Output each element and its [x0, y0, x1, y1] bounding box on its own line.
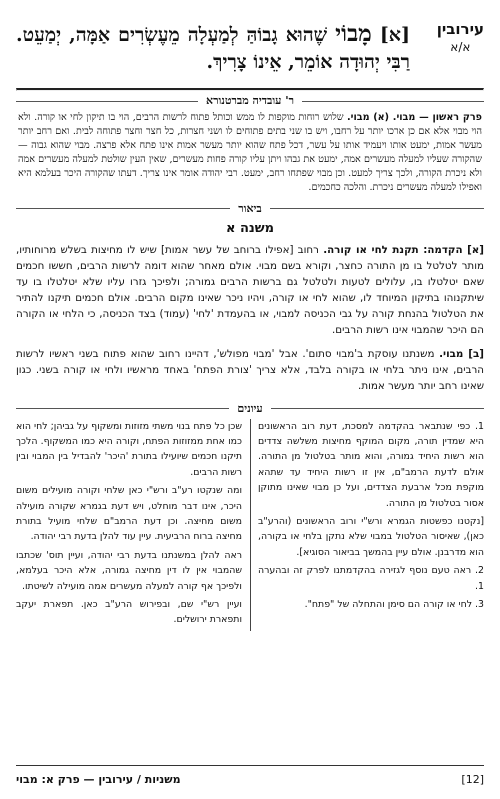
note-paragraph: 2. ראה טעם נוסף לגזירה בהקדמתנו לפרק זה ובהערה 1. [258, 565, 484, 592]
explanation-lead-1: [א] הקדמה: תקנת לחי או קורה. [323, 243, 484, 256]
header-rule [16, 88, 484, 91]
notes-columns [16, 419, 484, 631]
bartenura-commentary [18, 111, 482, 196]
notes-column-left [16, 419, 242, 631]
tractate-name: עירובין [436, 20, 484, 38]
iyunim-label: עיונים [16, 402, 484, 415]
note-paragraph: ועיין רש"י שם, ובפירוש הרע"ב כאן. תפארת יעקב ותפארת ירושלים. [16, 599, 242, 626]
bartenura-lead: פרק ראשון — מבוי. (א) מבוי. [346, 112, 482, 123]
page [16, 10, 484, 790]
footer-rule [16, 765, 484, 766]
mishnah-first-word: מָבוֹי [335, 20, 372, 47]
bartenura-text: שלוש רוחות מוקפות לו ממש וכותל פתוח לרשות הרבים, הוי בו תיקון לחי או קורה. ולא הוי מבוי אלא אם כן ארכו יותר על רחבו, ויש בו שני בתים פתוחים לו ושני חצרות, כל חצר וחצר פתוחה לבית. ואם רחב יותר מעשר אמות, ימעט אותו ויעמיד אותו על עשר, דכל פתח שהוא יותר מעשר אמות אינו פתח אלא פרצה. מבוי שהוא גבוה — שהקורה שעליו למעלה מעשרים אמה, ימעט את גבהו ויתן עליו קורה פחות מעשרים, שאין העין שולטת למעלה מעשרים אמה ולא ניכרת הקורה, ולכך צריך למעט. וכן מבוי שפתחו רחב, ימעט. רבי יהודה אומר אינו צריך. דעתו שהקורה היכר בעלמא היא ואפילו למעלה מעשרים ניכרת. והלכה כחכמים. [18, 112, 482, 194]
bartenura-label: ר' עובדיה מברטנורא [16, 94, 484, 107]
explanation-text-2: משנתנו עוסקת ב'מבוי סתום'. אבל 'מבוי מפולש', דהיינו רחוב שהוא פתוח בשני ראשיו לרשות הרבים, אינו ניתר בלחי או בקורה בלבד, אלא צריך 'צורת הפתח' באחד מראשיו ולחי או קורה בשני. כגון שאינו רחב יותר מעשר אמות. [16, 347, 484, 392]
column-divider [250, 419, 251, 631]
note-paragraph: [נקטנו כפשטות הגמרא ורש"י ורוב הראשונים (והרע"ב כאן), שאיסור הטלטול במבוי שלא נתקן בלחי או בקורה, הוא מדרבנן. אולם עיין בהמשך בביאור הסוגיא]. [258, 516, 484, 558]
mishnah-number: [א] [379, 24, 410, 46]
note-paragraph: 3. לחי או קורה הם סימן והתחלה של "פתח". [304, 599, 484, 611]
tractate-label [437, 20, 484, 54]
explanation-text-1: רחוב [אפילו ברוחב של עשר אמות] שיש לו מחיצות בשלש מרוחותיו, מותר לטלטל בו מן התורה כחצר, וקורא בשם מבוי. אולם מאחר שהוא דומה לרשות הרבים, חששו חכמים שאם יטלטלו בו, עלולים לטעות ולטלטל גם ברשות הרבים גמורה; ולפיכך גזרו עליו שלא יטלטלו בו עד שיתקנוהו בתיקון המיוחד לו, שהוא לחי או קורה, ויהיו ניכר שאינו מקום הרבים. אולם חכמים תיקנו להתיר את הטלטול בהנחת קורה על גבי הכניסה למבוי, או בהעמדת 'לחי' (עמוד) בצד הכניסה, כי הלחי או הקורה הם היכר שהמבוי אינו רשות הרבים. [16, 243, 484, 336]
running-title: משניות / עירובין — פרק א: מבוי [16, 773, 181, 786]
explanation-paragraph-1 [16, 242, 484, 338]
folio-number: א/א [450, 40, 471, 54]
page-number: [12] [461, 773, 484, 786]
mishnah-body: שֶׁהוּא גָבוֹהַּ לְמַעְלָה מֵעֶשְׂרִים אַמָּה, יְמַעֵט. רַבִּי יְהוּדָה אוֹמֵר, אֵינוֹ צָרִיךְ. [16, 24, 410, 73]
note-paragraph: ומה שנקטו רע"ב ורש"י כאן שלחי וקורה מועילים משום היכר, אינו דבר מוחלט, ויש דעת בגמרא שקורה מועילה משום מחיצה. וכן דעת הרמב"ם שלחי מועיל בתורת מחיצה ברוח הרביעית. עיין עוד להלן בדעת רבי יהודה. [16, 485, 242, 543]
page-footer [16, 773, 484, 786]
note-paragraph: ראה להלן במשנתנו בדעת רבי יהודה, ועיין תוס' שכתבו שהמבוי אין לו דין מחיצה גמורה, אלא היכר בעלמא, ולפיכך אף קורה למעלה מעשרים אמה מועילה לשיטתו. [16, 549, 242, 592]
mishnah-heading: משנה א [225, 220, 275, 236]
mishnah-text [16, 20, 410, 76]
explanation-lead-2: [ב] מבוי. [439, 347, 484, 360]
note-paragraph: 1. כפי שנתבאר בהקדמה למסכת, דעת רוב הראשונים היא שמדין תורה, מקום המוקף מחיצות משלשה צדדים הוא רשות היחיד גמורה, והוא מותר בטלטול מן התורה. אולם לדעת הרמב"ם, אין זו רשות היחיד עד שתהא מוקפת מכל ארבעת הצדדים, ועל כן מבוי שאינו מתוקן אסור בטלטול מן התורה. [258, 420, 484, 509]
explanation-paragraph-2 [16, 346, 484, 394]
page-header [16, 10, 484, 88]
note-paragraph: שכן כל פתח בנוי משתי מזוזות ומשקוף על גביהן; לחי הוא כמו אחת ממזוזות הפתח, וקורה היא כמו המשקוף. הלכך תיקנו חכמים שיועילו בתורת 'היכר' להבדיל בין המבוי ובין רשות הרבים. [16, 420, 242, 478]
notes-column-right [258, 419, 484, 631]
biur-label: ביאור [16, 202, 484, 215]
